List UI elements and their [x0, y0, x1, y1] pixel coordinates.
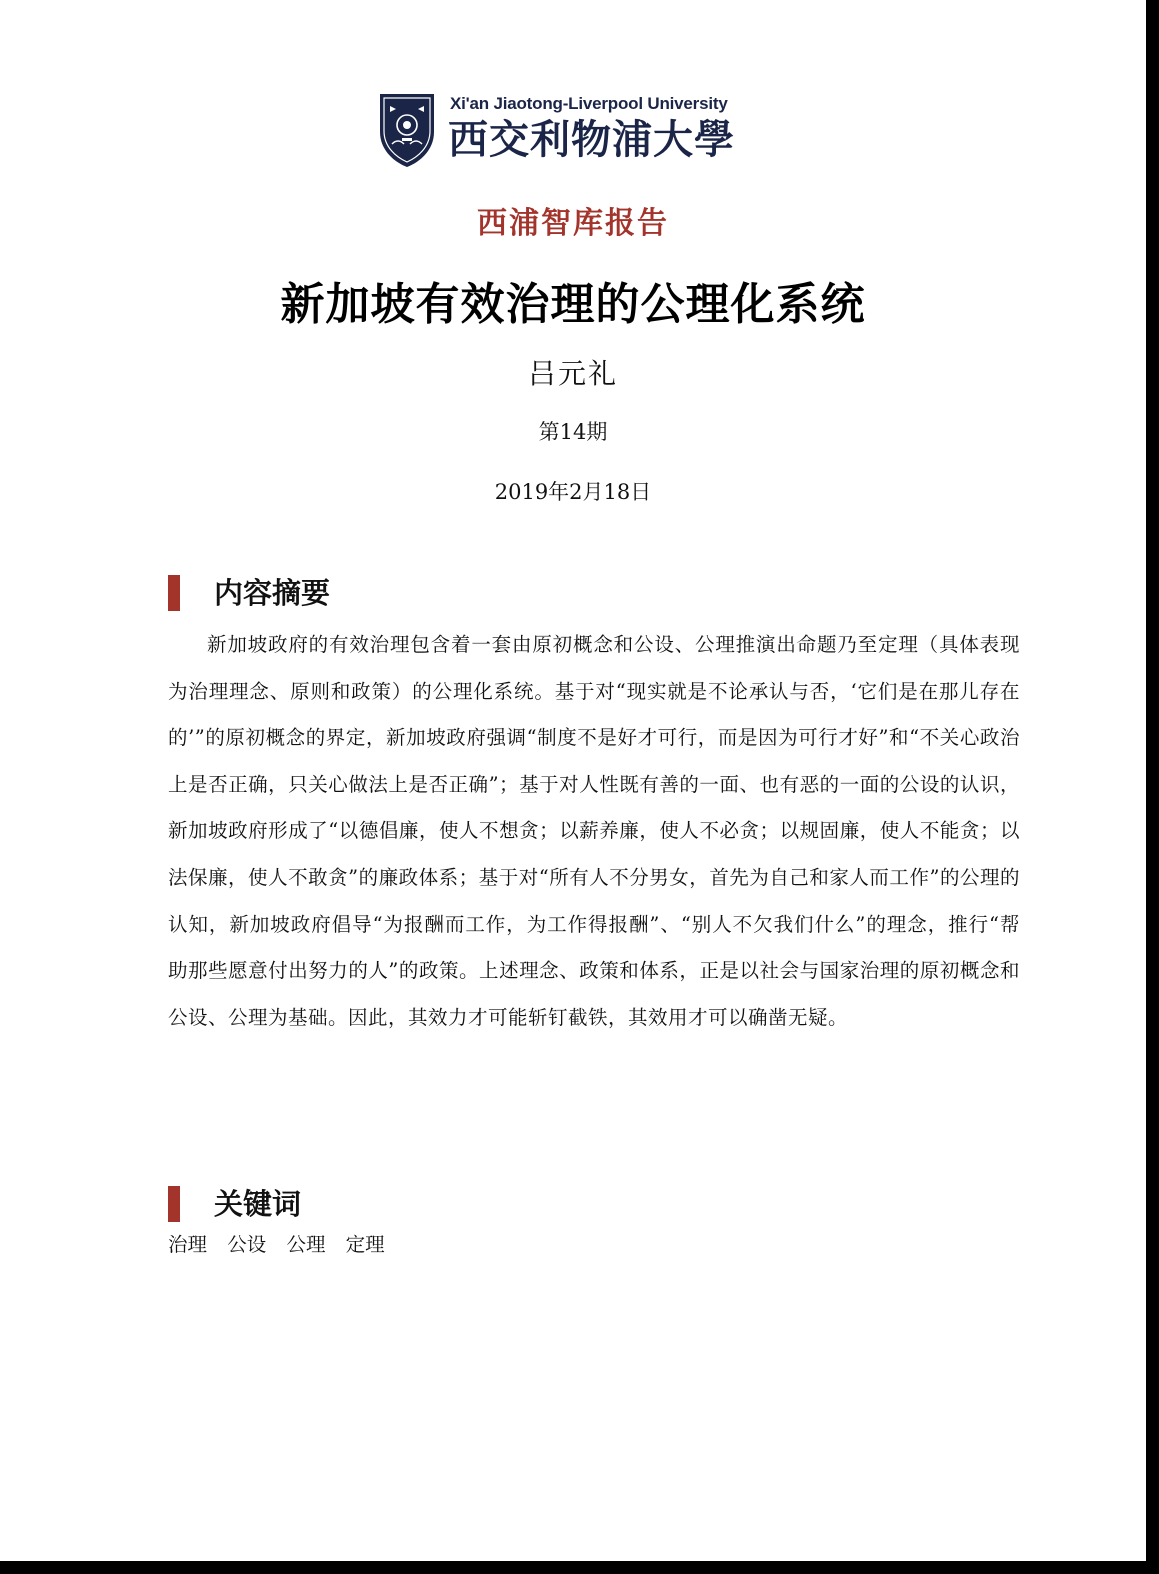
abstract-heading-label: 内容摘要 [214, 576, 331, 610]
report-series: 西浦智库报告 [477, 206, 669, 241]
section-marker [168, 1186, 180, 1222]
university-name-zh: 西交利物浦大學 [448, 116, 735, 163]
keyword: 定理 [345, 1233, 385, 1256]
abstract-body: 新加坡政府的有效治理包含着一套由原初概念和公设、公理推演出命题乃至定理（具体表现为治理理念、原则和政策）的公理化系统。基于对“现实就是不论承认与否，‘它们是在那儿存在的’”的原初概念的界定，新加坡政府强调“制度不是好才可行，而是因为可行才好”和“不关心政治上是否正确，只关心做法上是否正确”；基于对人性既有善的一面、也有恶的一面的公设的认识，新加坡政府形成了“以德倡廉，使人不想贪；以薪养廉，使人不必贪；以规固廉，使人不能贪；以法保廉，使人不敢贪”的廉政体系；基于对“所有人不分男女，首先为自己和家人而工作”的公理的认知，新加坡政府倡导“为报酬而工作，为工作得报酬”、“别人不欠我们什么”的理念，推行“帮助那些愿意付出努力的人”的政策。上述理念、政策和体系，正是以社会与国家治理的原初概念和公设、公理为基础。因此，其效力才可能斩钉截铁，其效用才可以确凿无疑。 [168, 633, 1020, 1029]
keywords-list [168, 1229, 399, 1261]
keyword: 公理 [286, 1233, 326, 1256]
keyword: 治理 [168, 1233, 208, 1256]
section-marker [168, 575, 180, 611]
keywords-heading-label: 关键词 [214, 1187, 302, 1221]
university-name-en: Xi'an Jiaotong-Liverpool University [450, 94, 728, 113]
report-issue: 第14期 [538, 420, 608, 444]
university-logo [378, 92, 788, 170]
report-date: 2019年2月18日 [494, 480, 652, 504]
report-author: 吕元礼 [527, 357, 618, 390]
keyword: 公设 [227, 1233, 267, 1256]
university-shield-icon [378, 92, 436, 168]
report-title: 新加坡有效治理的公理化系统 [280, 279, 866, 330]
